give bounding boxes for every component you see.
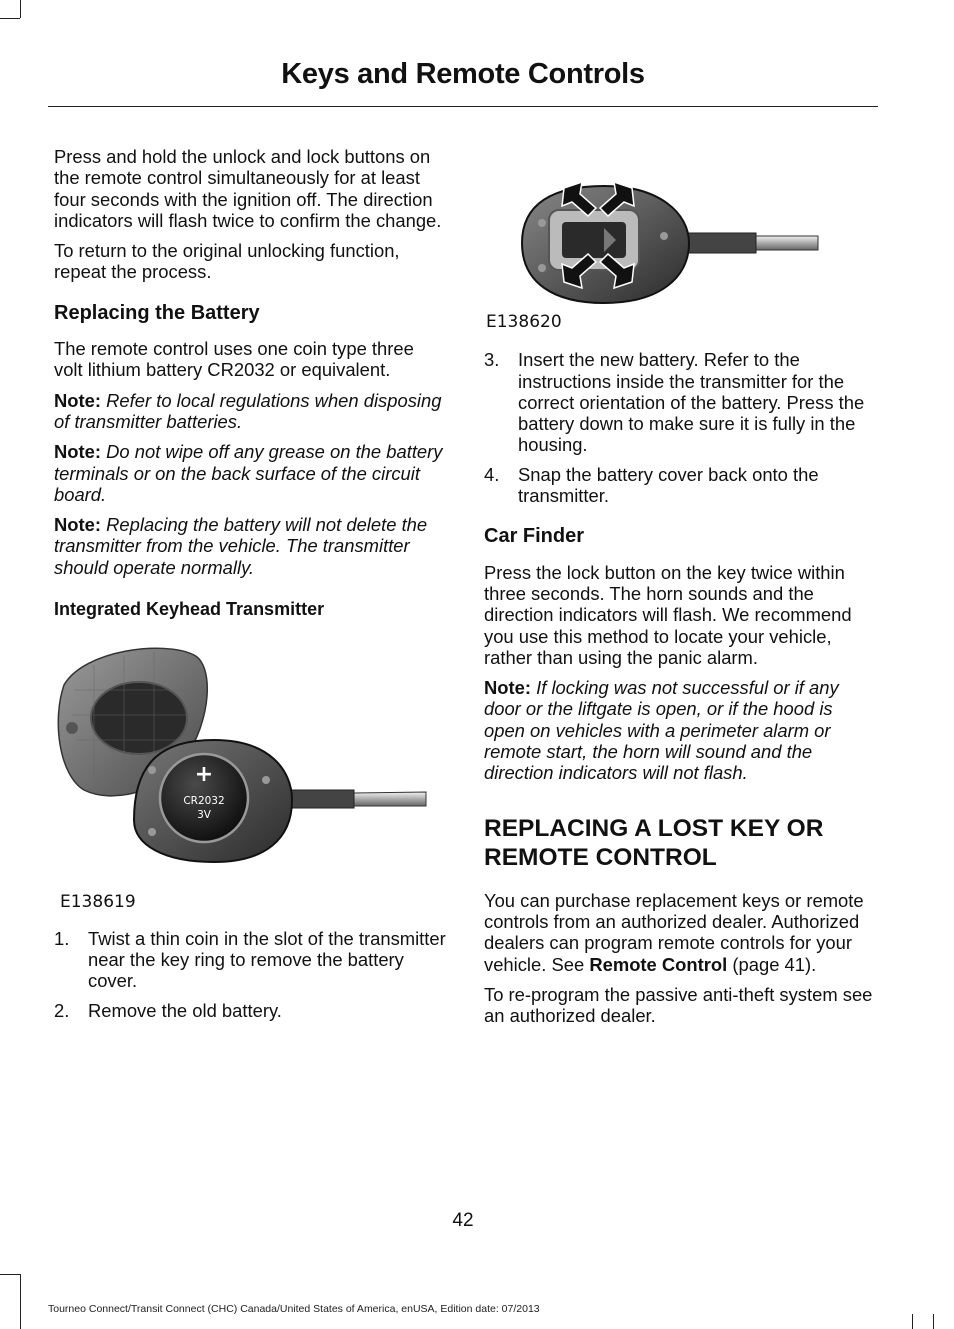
figure-id: E138620 xyxy=(486,312,562,332)
paragraph-text: You can purchase replacement keys or remote controls from an authorized dealer. Authorized dealers can program remote controls for your vehicle. See xyxy=(484,889,864,975)
cross-reference-link[interactable]: Remote Control xyxy=(589,953,728,975)
paragraph-battery-type: The remote control uses one coin type three volt lithium battery CR2032 or equivalent. xyxy=(54,338,414,381)
step-text: Twist a thin coin in the slot of the transmitter near the key ring to remove the battery cover. xyxy=(88,927,446,992)
note-text: If locking was not successful or if any door or the liftgate is open, or if the hood is open on vehicles with a perimeter alarm or remote start, the horn will sound and the direction indicators will not flash. xyxy=(484,677,839,784)
crop-mark-bottom-left-h xyxy=(0,1274,20,1275)
crop-mark-bottom-right-v1 xyxy=(912,1314,913,1329)
note-disposal xyxy=(54,390,446,433)
steps-list-left xyxy=(54,928,446,1021)
heading-car-finder: Car Finder xyxy=(484,525,585,548)
step-text: Remove the old battery. xyxy=(88,999,282,1021)
step-number: 4. xyxy=(484,463,500,485)
paragraph-return-function: To return to the original unlocking function, repeat the process. xyxy=(54,240,400,283)
note-label: Note: xyxy=(54,441,101,463)
transmitter-body xyxy=(134,740,426,862)
paragraph-unlock-mode: Press and hold the unlock and lock buttons on the remote control simultaneously for at least four seconds with the ignition off. The direction indicators will flash twice to confirm the change. xyxy=(54,146,442,231)
note-text: Replacing the battery will not delete the transmitter from the vehicle. The transmitter should operate normally. xyxy=(54,514,428,578)
battery-voltage-label: 3V xyxy=(197,809,211,822)
battery-model-label: CR2032 xyxy=(183,795,225,808)
note-text: Refer to local regulations when disposing of transmitter batteries. xyxy=(54,389,442,432)
paragraph-reprogram: To re-program the passive anti-theft system see an authorized dealer. xyxy=(484,983,873,1027)
note-label: Note: xyxy=(484,677,531,699)
step-number: 3. xyxy=(484,349,500,371)
note-label: Note: xyxy=(54,389,101,411)
page-number: 42 xyxy=(452,1210,474,1231)
note-car-finder xyxy=(484,677,876,783)
cross-reference-page: (page 41). xyxy=(732,953,817,975)
title-divider xyxy=(48,106,878,107)
heading-replacing-lost-key: REPLACING A LOST KEY OR REMOTE CONTROL xyxy=(484,814,824,871)
list-item xyxy=(484,349,876,455)
keyhead-battery-illustration xyxy=(54,640,446,890)
crop-mark-top-left-v xyxy=(20,0,21,18)
heading-integrated-keyhead-transmitter: Integrated Keyhead Transmitter xyxy=(54,599,325,620)
note-transmitter xyxy=(54,514,446,578)
list-item xyxy=(484,464,876,507)
figure-id: E138619 xyxy=(60,892,136,913)
page-title: Keys and Remote Controls xyxy=(281,58,645,90)
right-column xyxy=(484,178,876,1035)
step-text: Insert the new battery. Refer to the instructions inside the transmitter for the correct orientation of the battery. Press the battery down to make sure it is fully in the housing. xyxy=(518,349,865,456)
note-grease xyxy=(54,441,446,505)
left-column xyxy=(54,146,446,1029)
note-label: Note: xyxy=(54,514,101,536)
heading-replacing-battery: Replacing the Battery xyxy=(54,301,260,324)
list-item xyxy=(54,928,446,992)
crop-mark-top-left-h xyxy=(0,18,20,19)
steps-list-right xyxy=(484,349,876,506)
footer-edition: Tourneo Connect/Transit Connect (CHC) Canada/United States of America, enUSA, Edition date: 07/2013 xyxy=(48,1303,540,1315)
paragraph-car-finder: Press the lock button on the key twice within three seconds. The horn sounds and the direction indicators will flash. We recommend you use this method to locate your vehicle, rather than using the panic alarm. xyxy=(484,561,852,668)
figure-snap-cover xyxy=(484,178,876,308)
list-item xyxy=(54,1000,446,1021)
crop-mark-bottom-right-v2 xyxy=(933,1314,934,1329)
step-number: 1. xyxy=(54,927,70,949)
crop-mark-bottom-left-v xyxy=(20,1274,21,1329)
step-text: Snap the battery cover back onto the transmitter. xyxy=(518,463,819,507)
figure-keyhead-open xyxy=(54,640,446,890)
step-number: 2. xyxy=(54,999,70,1021)
battery-plus-symbol: + xyxy=(194,762,214,788)
transmitter-press-illustration xyxy=(484,178,876,308)
paragraph-replacement-keys xyxy=(484,890,876,975)
note-text: Do not wipe off any grease on the battery terminals or on the back surface of the circuit board. xyxy=(54,441,443,505)
